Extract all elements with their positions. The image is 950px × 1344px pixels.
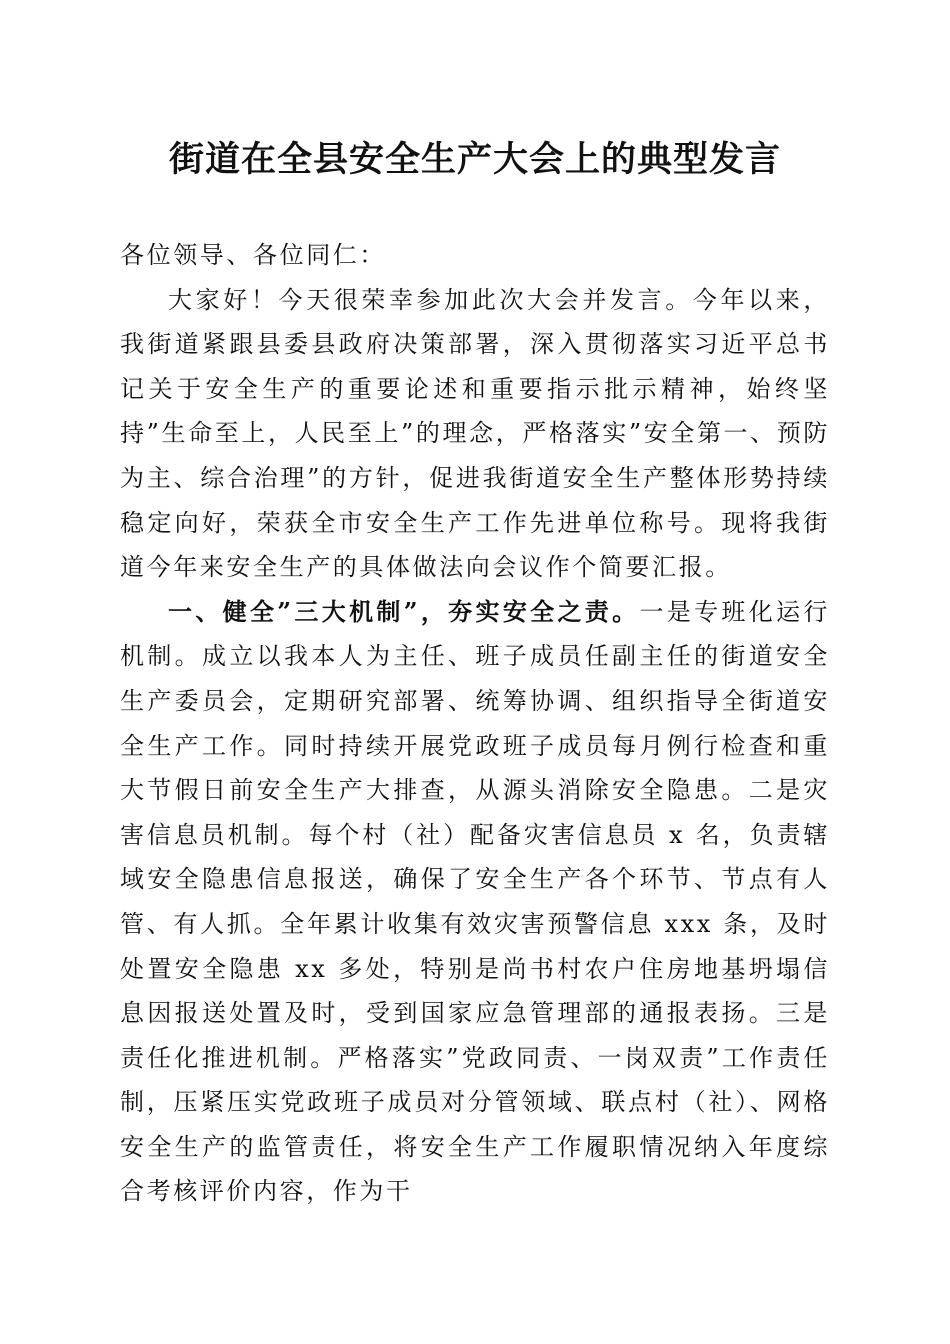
document-title: 街道在全县安全生产大会上的典型发言 xyxy=(168,139,781,180)
paragraph-text: 一是专班化运行机制。成立以我本人为主任、班子成员任副主任的街道安全生产委员会，定期研究部署、统筹协调、组织指导全街道安全生产工作。同时持续开展党政班子成员每月例行检查和重大节假日前安全生产大排查，从源头消除安全隐患。二是灾害信息员机制。每个村（社）配备灾害信息员 x 名，负责辖域安全隐患信息报送，确保了安全生产各个环节、节点有人管、有人抓。全年累计收集有效灾害预警信息 xxx 条，及时处置安全隐患 xx 多处，特别是尚书村农户住房地基坍塌信息因报送处置及时，受到国家应急管理部的通报表扬。三是责任化推进机制。严格落实”党政同责、一岗双责”工作责任制，压紧压实党政班子成员对分管领域、联点村（社）、网格安全生产的监管责任，将安全生产工作履职情况纳入年度综合考核评价内容，作为干 xyxy=(120,597,830,1206)
paragraph-section-1 xyxy=(120,590,830,1214)
salutation: 各位领导、各位同仁： xyxy=(120,241,386,269)
section-heading: 一、健全”三大机制”，夯实安全之责。 xyxy=(168,596,640,626)
paragraph-intro xyxy=(120,278,830,590)
paragraph-text: 大家好！今天很荣幸参加此次大会并发言。今年以来，我街道紧跟县委县政府决策部署，深入贯彻落实习近平总书记关于安全生产的重要论述和重要指示批示精神，始终坚持”生命至上，人民至上”的理念，严格落实”安全第一、预防为主、综合治理”的方针，促进我街道安全生产整体形势持续稳定向好，荣获全市安全生产工作先进单位称号。现将我街道今年来安全生产的具体做法向会议作个简要汇报。 xyxy=(120,285,830,582)
document-body xyxy=(120,233,830,1214)
